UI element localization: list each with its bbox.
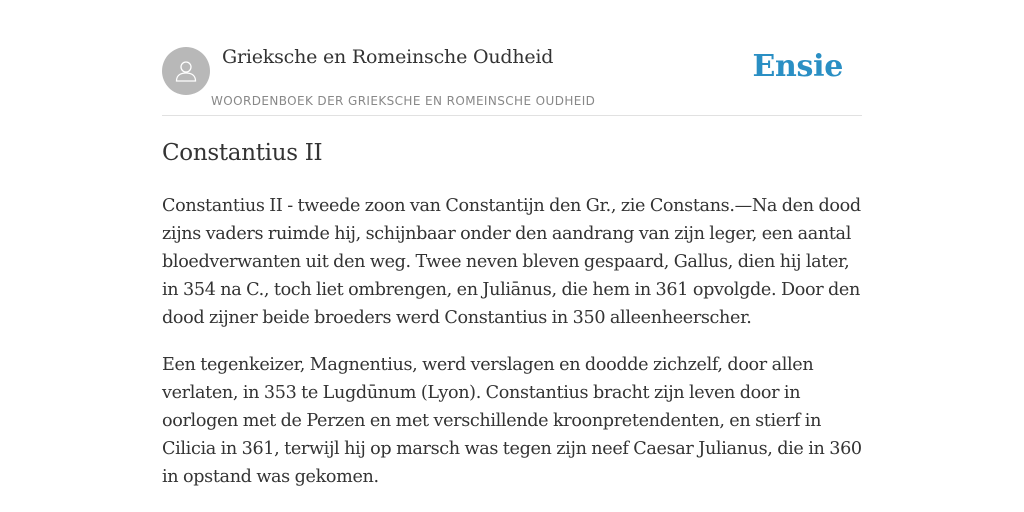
site-header	[162, 0, 862, 116]
user-icon	[172, 57, 200, 85]
entry-paragraph: Een tegenkeizer, Magnentius, werd verslagen en doodde zichzelf, door allen verlaten, in 353 te Lugdūnum (Lyon). Constantius bracht zijn leven door in oorlogen met de Perzen en met verschillende kroonpretendenten, en stierf in Cilicia in 361, terwijl hij op marsch was tegen zijn neef Caesar Julianus, die in 360 in opstand was gekomen.	[162, 355, 862, 487]
site-title[interactable]: Grieksche en Romeinsche Oudheid	[222, 46, 554, 68]
avatar[interactable]	[162, 47, 210, 95]
entry-content	[162, 192, 862, 510]
page-container	[162, 0, 862, 487]
entry-paragraph: Constantius II - tweede zoon van Constantijn den Gr., zie Constans.—Na den dood zijns vaders ruimde hij, schijnbaar onder den aandrang van zijn leger, een aantal bloedverwanten uit den weg. Twee neven bleven gespaard, Gallus, dien hij later, in 354 na C., toch liet ombrengen, en Juliānus, die hem in 361 opvolgde. Door den dood zijner beide broeders werd Constantius in 350 alleenheerscher.	[162, 196, 861, 328]
brand-logo[interactable]: Ensie	[752, 49, 843, 84]
entry-title: Constantius II	[162, 140, 323, 166]
site-subtitle[interactable]: WOORDENBOEK DER GRIEKSCHE EN ROMEINSCHE OUDHEID	[211, 94, 596, 108]
